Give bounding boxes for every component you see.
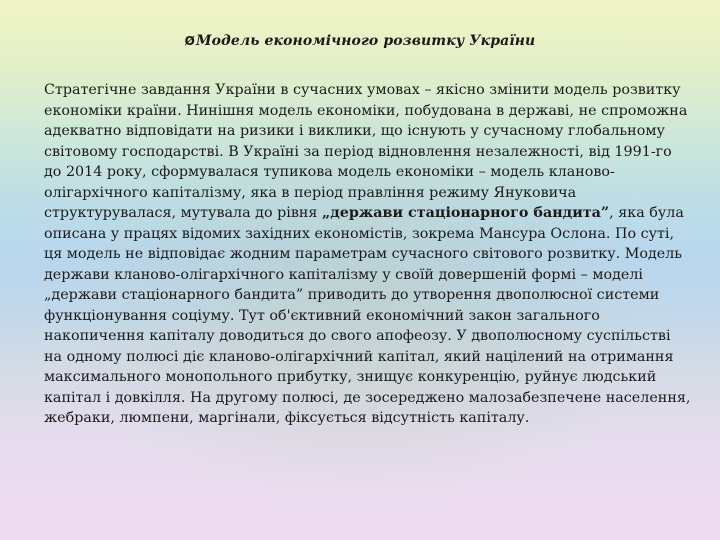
slide-title bbox=[0, 33, 720, 49]
slide-title-text: Модель економічного розвитку України bbox=[195, 33, 536, 49]
body-text-bold-phrase: „держави стаціонарного бандита” bbox=[322, 205, 610, 221]
arrow-bullet-icon: Ø bbox=[184, 34, 195, 48]
body-paragraph bbox=[44, 80, 692, 429]
body-text-part-1: Стратегічне завдання України в сучасних умовах – якісно змінити модель розвитку економіки країни. Нинішня модель економіки, побудована в державі, не спроможна адекватно відповідати на ризики і виклики, що існують у сучасному глобальному світовому господарстві. В Україні за період відновлення незалежності, від 1991-го до 2014 року, сформувалася тупикова модель економіки – модель кланово-олігархічного капіталізму, яка в період правління режиму Януковича структурувалася, мутувала до рівня bbox=[44, 82, 688, 221]
body-text-part-2: , яка була описана у працях відомих західних економістів, зокрема Мансура Ослона. По суті, ця модель не відповідає жодним параметрам сучасного світового розвитку. Модель держави кланово-олігархічного капіталізму у своїй довершеній формі – моделі „держави стаціонарного бандита” приводить до утворення двополюсної системи функціонування соціуму. Тут об'єктивний економічний закон загального накопичення капіталу доводиться до свого апофеозу. У двополюсному суспільстві на одному полюсі діє кланово-олігархічний капітал, який націлений на отримання максимального монопольного прибутку, знищує конкуренцію, руйнує людський капітал і довкілля. На другому полюсі, де зосереджено малозабезпечене населення, жебраки, люмпени, маргінали, фіксується відсутність капіталу. bbox=[44, 205, 691, 426]
